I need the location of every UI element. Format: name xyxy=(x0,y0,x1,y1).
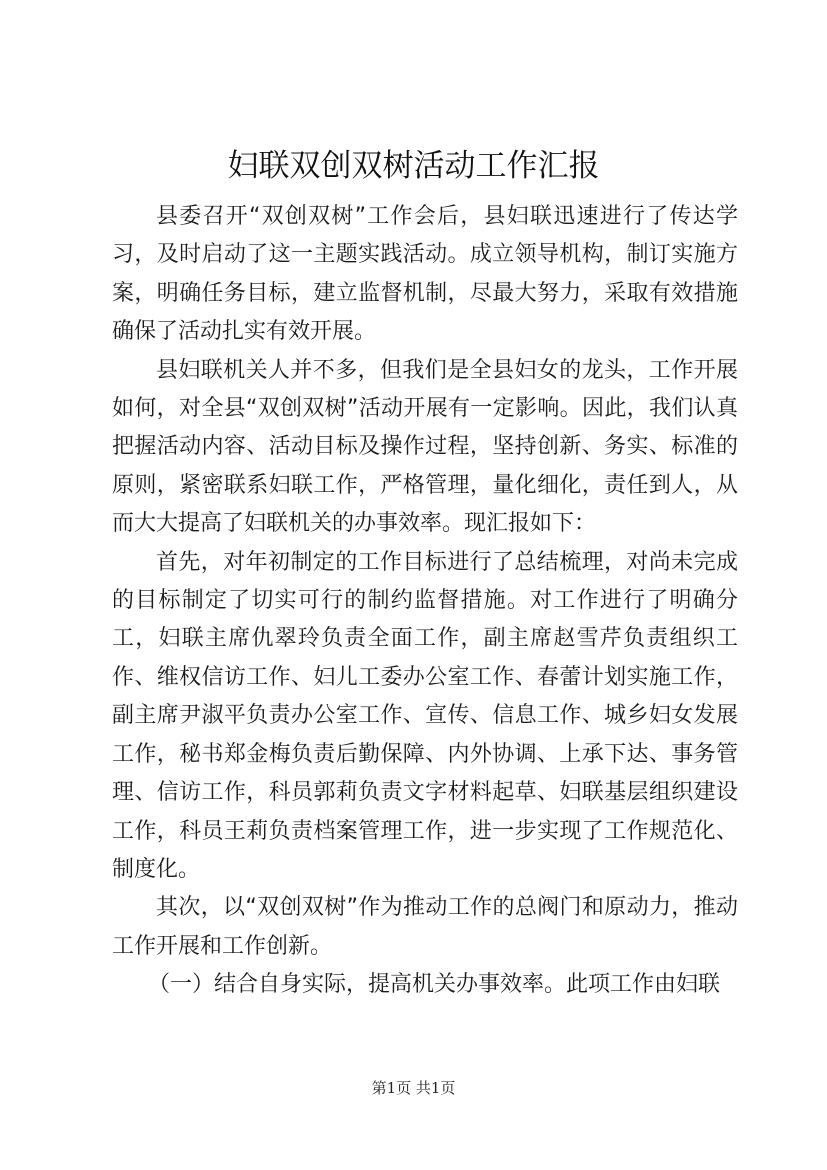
document-body xyxy=(112,198,738,1005)
page-footer: 第1页 共1页 xyxy=(371,1079,456,1097)
paragraph-1: 县委召开“双创双树”工作会后，县妇联迅速进行了传达学习，及时启动了这一主题实践活动。成立领导机构，制订实施方案，明确任务目标，建立监督机制，尽最大努力，采取有效措施确保了活动扎实有效开展。 xyxy=(112,204,738,345)
paragraph-5: （一）结合自身实际，提高机关办事效率。此项工作由妇联 xyxy=(148,972,721,998)
paragraph-4: 其次，以“双创双树”作为推动工作的总阀门和原动力，推动工作开展和工作创新。 xyxy=(112,895,738,959)
paragraph-2: 县妇联机关人并不多，但我们是全县妇女的龙头，工作开展如何，对全县“双创双树”活动开展有一定影响。因此，我们认真把握活动内容、活动目标及操作过程，坚持创新、务实、标准的原则，紧密联系妇联工作，严格管理，量化细化，责任到人，从而大大提高了妇联机关的办事效率。现汇报如下： xyxy=(112,357,738,537)
document-title: 妇联双创双树活动工作汇报 xyxy=(227,148,600,184)
paragraph-3: 首先，对年初制定的工作目标进行了总结梳理，对尚未完成的目标制定了切实可行的制约监督措施。对工作进行了明确分工，妇联主席仇翠玲负责全面工作，副主席赵雪芹负责组织工作、维权信访工作、妇儿工委办公室工作、春蕾计划实施工作，副主席尹淑平负责办公室工作、宣传、信息工作、城乡妇女发展工作，秘书郑金梅负责后勤保障、内外协调、上承下达、事务管理、信访工作，科员郭莉负责文字材料起草、妇联基层组织建设工作，科员王莉负责档案管理工作，进一步实现了工作规范化、制度化。 xyxy=(112,549,738,882)
